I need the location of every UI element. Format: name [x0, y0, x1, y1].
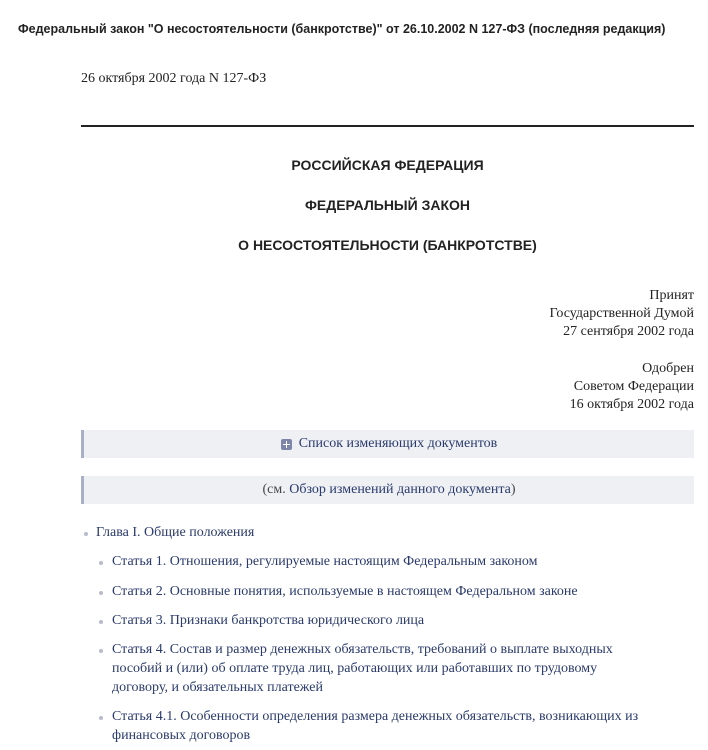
- bullet-icon: [84, 532, 88, 536]
- changes-review-panel: [81, 476, 694, 504]
- title-law-name: О НЕСОСТОЯТЕЛЬНОСТИ (БАНКРОТСТВЕ): [238, 237, 537, 253]
- bullet-icon: [99, 649, 103, 653]
- approved-line: Одобрен: [642, 361, 694, 376]
- bullet-icon: [99, 561, 103, 565]
- bullet-icon: [99, 716, 103, 720]
- adopted-line: 27 сентября 2002 года: [563, 324, 694, 339]
- toc-article-4-1-line-1[interactable]: Статья 4.1. Особенности определения размера денежных обязательств, возникающих из: [112, 709, 639, 724]
- law-date-line: 26 октября 2002 года N 127-ФЗ: [81, 71, 267, 86]
- toc-chapter-1[interactable]: Глава I. Общие положения: [96, 525, 255, 540]
- changing-documents-label[interactable]: Список изменяющих документов: [298, 436, 498, 451]
- adopted-by-duma: [550, 287, 694, 341]
- approved-by-federation-council: [570, 360, 694, 414]
- adopted-line: Принят: [649, 288, 694, 303]
- approved-line: 16 октября 2002 года: [569, 397, 694, 412]
- toc-article-4-line-1[interactable]: Статья 4. Состав и размер денежных обязательств, требований о выплате выходных: [112, 642, 613, 657]
- toc-article-4-1-line-2[interactable]: финансовых договоров: [112, 728, 251, 743]
- toc-article-2[interactable]: Статья 2. Основные понятия, используемые в настоящем Федеральном законе: [112, 584, 578, 599]
- changes-review-link[interactable]: Обзор изменений данного документа: [289, 482, 511, 497]
- adopted-line: Государственной Думой: [549, 306, 694, 321]
- expand-plus-icon[interactable]: [281, 439, 292, 450]
- review-prefix: (см.: [262, 482, 286, 497]
- title-law-type: ФЕДЕРАЛЬНЫЙ ЗАКОН: [304, 197, 471, 213]
- document-header-title: Федеральный закон "О несостоятельности (банкротстве)" от 26.10.2002 N 127-ФЗ (последняя редакция): [18, 22, 666, 36]
- changing-documents-panel[interactable]: [81, 430, 694, 458]
- toc-article-1[interactable]: Статья 1. Отношения, регулируемые настоящим Федеральным законом: [112, 554, 538, 569]
- toc-article-4-line-3[interactable]: договору, и обязательных платежей: [112, 680, 323, 695]
- toc-article-3[interactable]: Статья 3. Признаки банкротства юридического лица: [112, 613, 425, 628]
- review-suffix: ): [510, 482, 516, 497]
- bullet-icon: [99, 620, 103, 624]
- header-divider: [81, 125, 694, 127]
- bullet-icon: [99, 591, 103, 595]
- title-country: РОССИЙСКАЯ ФЕДЕРАЦИЯ: [291, 157, 484, 173]
- toc-article-4-line-2[interactable]: пособий и (или) об оплате труда лиц, работающих или работавших по трудовому: [112, 661, 598, 676]
- approved-line: Советом Федерации: [573, 379, 694, 394]
